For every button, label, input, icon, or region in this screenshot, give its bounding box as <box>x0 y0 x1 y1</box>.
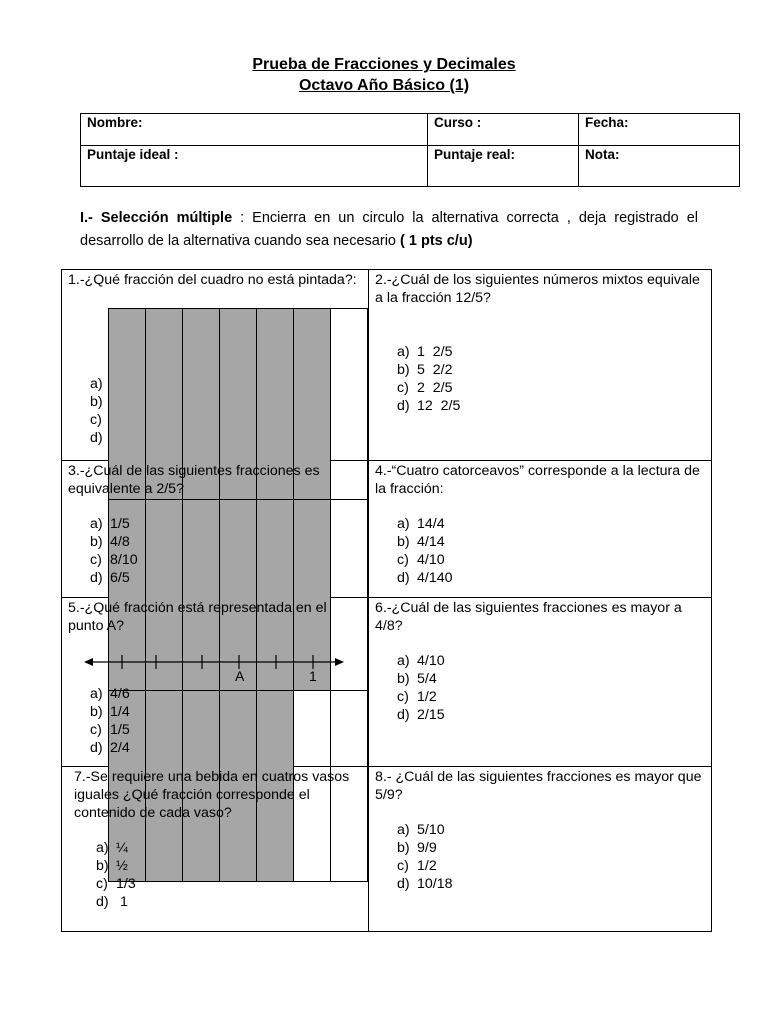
question-text: 3.-¿Cuál de las siguientes fracciones es equivalente a 2/5? <box>68 463 320 497</box>
question-7 <box>62 767 369 932</box>
option-a[interactable] <box>397 515 706 533</box>
option-d[interactable] <box>397 875 706 893</box>
option-value: ¼ <box>116 840 128 856</box>
option-value: 2 2/5 <box>417 380 453 396</box>
question-3 <box>62 461 369 598</box>
option-letter: b) <box>90 704 103 720</box>
option-value: 1/4 <box>110 704 130 720</box>
option-letter: c) <box>90 552 102 568</box>
arrow-right-icon <box>335 658 344 666</box>
option-value: 4/14 <box>417 534 445 550</box>
option-value: 1/3 <box>116 876 136 892</box>
option-d[interactable] <box>397 569 706 587</box>
question-1 <box>62 270 369 461</box>
option-letter: b) <box>397 671 410 687</box>
option-d[interactable] <box>90 739 363 757</box>
option-a[interactable] <box>397 652 706 670</box>
arrow-left-icon <box>84 658 93 666</box>
options-list <box>68 515 363 587</box>
option-value: 2/15 <box>417 707 445 723</box>
options-list <box>68 839 363 911</box>
option-letter: d) <box>397 570 410 586</box>
option-letter: d) <box>397 398 410 414</box>
option-letter: b) <box>397 840 410 856</box>
puntaje-real-label: Puntaje real: <box>434 147 516 162</box>
option-b[interactable] <box>90 703 363 721</box>
options-list <box>375 343 706 415</box>
option-letter: c) <box>397 689 409 705</box>
options-list <box>375 515 706 587</box>
option-letter: d) <box>96 894 109 910</box>
option-b[interactable] <box>96 857 363 875</box>
question-text: 1.-¿Qué fracción del cuadro no está pintada?: <box>68 272 357 288</box>
question-5 <box>62 598 369 767</box>
option-b[interactable] <box>397 533 706 551</box>
option-c[interactable] <box>397 857 706 875</box>
option-letter: c) <box>90 412 102 428</box>
nombre-label: Nombre: <box>87 115 143 130</box>
question-text: 2.-¿Cuál de los siguientes números mixtos equivale a la fracción 12/5? <box>375 272 700 306</box>
option-letter: d) <box>397 876 410 892</box>
option-value: 4/140 <box>417 570 453 586</box>
option-c[interactable] <box>397 379 706 397</box>
option-value: 12 2/5 <box>417 398 461 414</box>
option-value: 1 2/5 <box>417 344 453 360</box>
option-d[interactable] <box>90 569 363 587</box>
question-text: 6.-¿Cuál de las siguientes fracciones es mayor a 4/8? <box>375 600 682 634</box>
fecha-label: Fecha: <box>585 115 629 130</box>
option-a[interactable] <box>96 839 363 857</box>
instructions-points: ( 1 pts c/u) <box>400 233 473 249</box>
option-letter: c) <box>397 552 409 568</box>
option-b[interactable] <box>397 839 706 857</box>
option-letter: d) <box>90 740 103 756</box>
question-2 <box>369 270 712 461</box>
option-d[interactable] <box>397 706 706 724</box>
option-b[interactable] <box>397 361 706 379</box>
puntaje-ideal-field[interactable] <box>81 146 428 187</box>
option-letter: b) <box>397 534 410 550</box>
option-value: 5/10 <box>417 822 445 838</box>
option-letter: a) <box>397 653 410 669</box>
question-6 <box>369 598 712 767</box>
label-one: 1 <box>309 668 317 684</box>
option-value: 1/5 <box>110 516 130 532</box>
option-value: 4/10 <box>417 653 445 669</box>
option-value: 14/4 <box>417 516 445 532</box>
puntaje-ideal-label: Puntaje ideal : <box>87 147 179 162</box>
option-a[interactable] <box>397 343 706 361</box>
options-list <box>375 652 706 724</box>
option-c[interactable] <box>90 721 363 739</box>
question-text: 7.-Se requiere una bebida en cuatros vasos iguales ¿Qué fracción corresponde el contenido de cada vaso? <box>74 769 350 821</box>
option-value: 2/4 <box>110 740 130 756</box>
curso-label: Curso : <box>434 115 482 130</box>
option-letter: b) <box>90 534 103 550</box>
option-value: 4/10 <box>417 552 445 568</box>
option-value: 1/2 <box>417 689 437 705</box>
option-letter: c) <box>90 722 102 738</box>
nota-field[interactable] <box>579 146 740 187</box>
option-d[interactable] <box>397 397 706 415</box>
question-4 <box>369 461 712 598</box>
instructions <box>80 207 698 253</box>
question-text: 4.-“Cuatro catorceavos” corresponde a la lectura de la fracción: <box>375 463 700 497</box>
option-letter: d) <box>397 707 410 723</box>
option-value: 1 <box>116 894 128 910</box>
curso-field[interactable] <box>428 114 579 146</box>
option-letter: b) <box>397 362 410 378</box>
student-info-table <box>80 113 740 187</box>
option-a[interactable] <box>90 515 363 533</box>
option-value: 10/18 <box>417 876 453 892</box>
option-letter: a) <box>90 516 103 532</box>
instructions-text: : Encierra en un circulo la alternativa correcta , deja registrado el desarrollo de la alternativa cuando sea necesario <box>80 210 698 249</box>
option-letter: c) <box>397 380 409 396</box>
nombre-field[interactable] <box>81 114 428 146</box>
label-a: A <box>235 668 245 684</box>
option-a[interactable] <box>397 821 706 839</box>
option-letter: b) <box>96 858 109 874</box>
fecha-field[interactable] <box>579 114 740 146</box>
option-letter: a) <box>397 822 410 838</box>
option-value: 5/4 <box>417 671 437 687</box>
option-b[interactable] <box>397 670 706 688</box>
option-value: 1/2 <box>417 858 437 874</box>
option-letter: c) <box>397 858 409 874</box>
option-letter: a) <box>397 516 410 532</box>
option-value: 6/5 <box>110 570 130 586</box>
question-text: 8.- ¿Cuál de las siguientes fracciones es mayor que 5/9? <box>375 769 702 803</box>
option-letter: a) <box>96 840 109 856</box>
option-value: 5 2/2 <box>417 362 453 378</box>
option-c[interactable] <box>397 551 706 569</box>
question-8 <box>369 767 712 932</box>
option-letter: a) <box>90 376 103 392</box>
option-value: 8/10 <box>110 552 138 568</box>
option-value: 4/8 <box>110 534 130 550</box>
option-c[interactable] <box>90 551 363 569</box>
question-text: 5.-¿Qué fracción está representada en el punto A? <box>68 600 327 634</box>
options-list <box>68 685 363 757</box>
option-letter: b) <box>90 394 103 410</box>
option-letter: d) <box>90 570 103 586</box>
option-letter: c) <box>96 876 108 892</box>
page-subtitle: Octavo Año Básico (1) <box>298 77 470 94</box>
number-line <box>82 648 352 688</box>
option-c[interactable] <box>96 875 363 893</box>
option-b[interactable] <box>90 533 363 551</box>
option-d[interactable] <box>96 893 363 911</box>
option-letter: a) <box>90 686 103 702</box>
option-letter: a) <box>397 344 410 360</box>
options-list <box>375 821 706 893</box>
instructions-heading: I.- Selección múltiple <box>80 210 233 226</box>
nota-label: Nota: <box>585 147 620 162</box>
option-value: 4/6 <box>110 686 130 702</box>
questions-table <box>61 269 712 932</box>
option-value: 1/5 <box>110 722 130 738</box>
option-letter: d) <box>90 430 103 446</box>
puntaje-real-field[interactable] <box>428 146 579 187</box>
option-c[interactable] <box>397 688 706 706</box>
page-title: Prueba de Fracciones y Decimales <box>252 56 516 73</box>
option-value: ½ <box>116 858 128 874</box>
option-value: 9/9 <box>417 840 437 856</box>
